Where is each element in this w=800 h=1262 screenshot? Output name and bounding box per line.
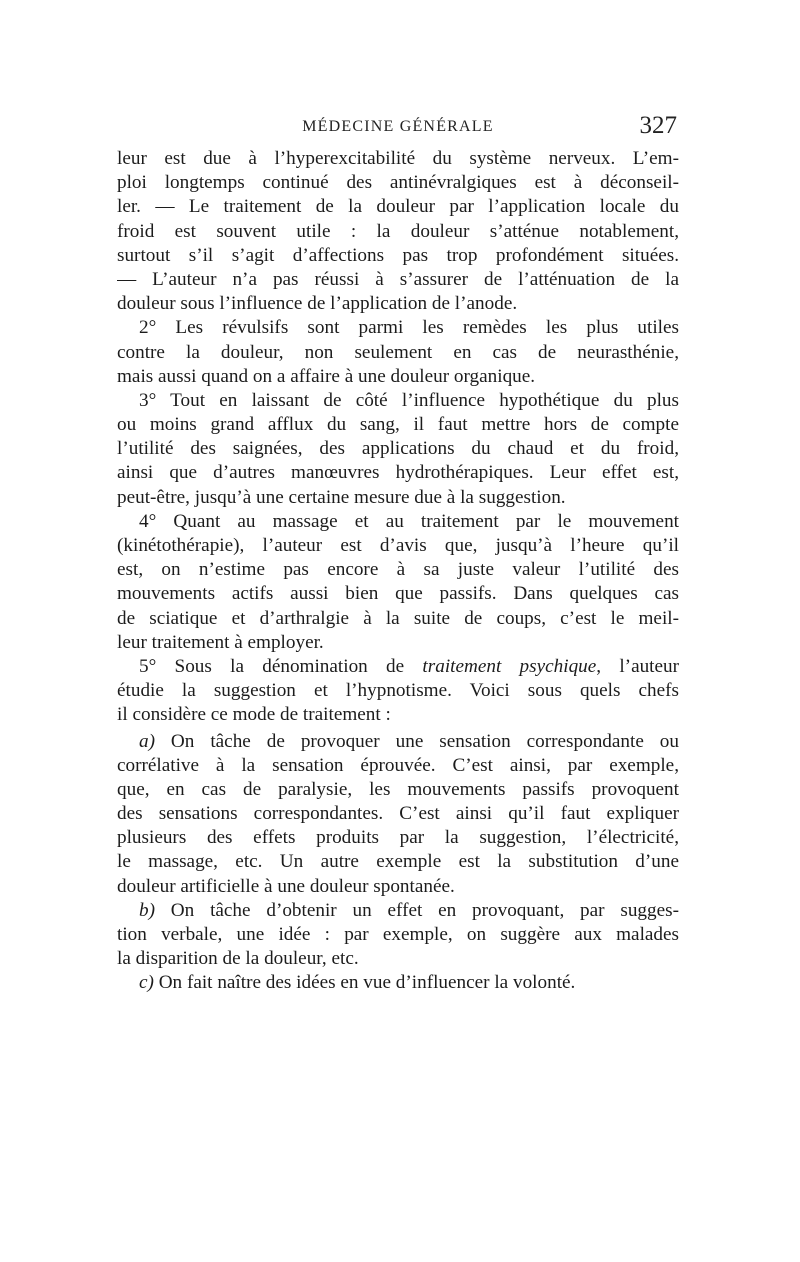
text-line: mais aussi quand on a affaire à une douleur organique.: [117, 365, 536, 387]
text-line: ler. — Le traitement de la douleur par l’application locale du: [117, 196, 679, 218]
italic-term: traitement psychique: [422, 655, 597, 677]
running-title: MÉDECINE GÉNÉRALE: [302, 118, 494, 135]
list-marker: c): [139, 972, 154, 994]
text-line: que, en cas de paralysie, les mouvements passifs provoquent: [117, 778, 679, 800]
text-line: mouvements actifs aussi bien que passifs. Dans quelques cas: [117, 583, 679, 605]
text-line: — L’auteur n’a pas réussi à s’assurer de l’atténuation de la: [117, 268, 679, 290]
text-line: l’utilité des saignées, des applications du chaud et du froid,: [117, 438, 679, 460]
body-text: [117, 147, 679, 996]
page-number: 327: [639, 112, 677, 139]
text-line: leur est due à l’hyperexcitabilité du système nerveux. L’em-: [117, 148, 679, 169]
text-line: [117, 971, 679, 995]
text-line: contre la douleur, non seulement en cas de neurasthénie,: [117, 341, 679, 363]
page-header: [117, 112, 679, 146]
text-line: [117, 655, 679, 679]
text-line: (kinétothérapie), l’auteur est d’avis que, jusqu’à l’heure qu’il: [117, 535, 679, 556]
text-line: tion verbale, une idée : par exemple, on suggère aux malades: [117, 924, 679, 945]
text-line: des sensations correspondantes. C’est ainsi qu’il faut expliquer: [117, 803, 679, 825]
text-line: le massage, etc. Un autre exemple est la substitution d’une: [117, 851, 679, 873]
text-segment: On tâche de provoquer une sensation correspondante ou: [154, 730, 679, 752]
text-line: étudie la suggestion et l’hypnotisme. Voici sous quels chefs: [117, 680, 679, 702]
list-marker: b): [139, 899, 155, 921]
text-segment: On fait naître des idées en vue d’influencer la volonté.: [153, 972, 576, 994]
text-line: ou moins grand afflux du sang, il faut mettre hors de compte: [117, 414, 679, 436]
text-line: ploi longtemps continué des antinévralgiques est à déconseil-: [117, 172, 679, 194]
text-line: peut-être, jusqu’à une certaine mesure due à la suggestion.: [117, 486, 566, 508]
text-line: est, on n’estime pas encore à sa juste valeur l’utilité des: [117, 559, 679, 581]
text-segment: 5° Sous la dénomination de: [139, 655, 405, 677]
list-marker: a): [139, 730, 155, 752]
text-line: 2° Les révulsifs sont parmi les remèdes les plus utiles: [139, 317, 679, 339]
text-segment: On tâche d’obtenir un effet en provoquant, par sugges-: [154, 899, 679, 921]
text-line: de sciatique et d’arthralgie à la suite de coups, c’est le meil-: [117, 607, 679, 629]
text-line: surtout s’il s’agit d’affections pas trop profondément situées.: [117, 244, 679, 266]
text-line: ainsi que d’autres manœuvres hydrothérapiques. Leur effet est,: [117, 462, 679, 484]
text-line: douleur sous l’influence de l’application de l’anode.: [117, 293, 518, 315]
text-line: [117, 730, 679, 754]
text-line: [117, 899, 679, 923]
text-segment: , l’auteur: [596, 655, 679, 677]
text-line: plusieurs des effets produits par la suggestion, l’électricité,: [117, 827, 679, 849]
text-line: corrélative à la sensation éprouvée. C’est ainsi, par exemple,: [117, 754, 679, 776]
text-line: leur traitement à employer.: [117, 631, 324, 653]
text-line: 4° Quant au massage et au traitement par le mouvement: [139, 510, 679, 532]
text-line: 3° Tout en laissant de côté l’influence hypothétique du plus: [139, 389, 679, 411]
text-line: froid est souvent utile : la douleur s’atténue notablement,: [117, 220, 679, 242]
text-line: douleur artificielle à une douleur spontanée.: [117, 875, 455, 897]
text-line: il considère ce mode de traitement :: [117, 704, 391, 726]
text-line: la disparition de la douleur, etc.: [117, 948, 359, 970]
